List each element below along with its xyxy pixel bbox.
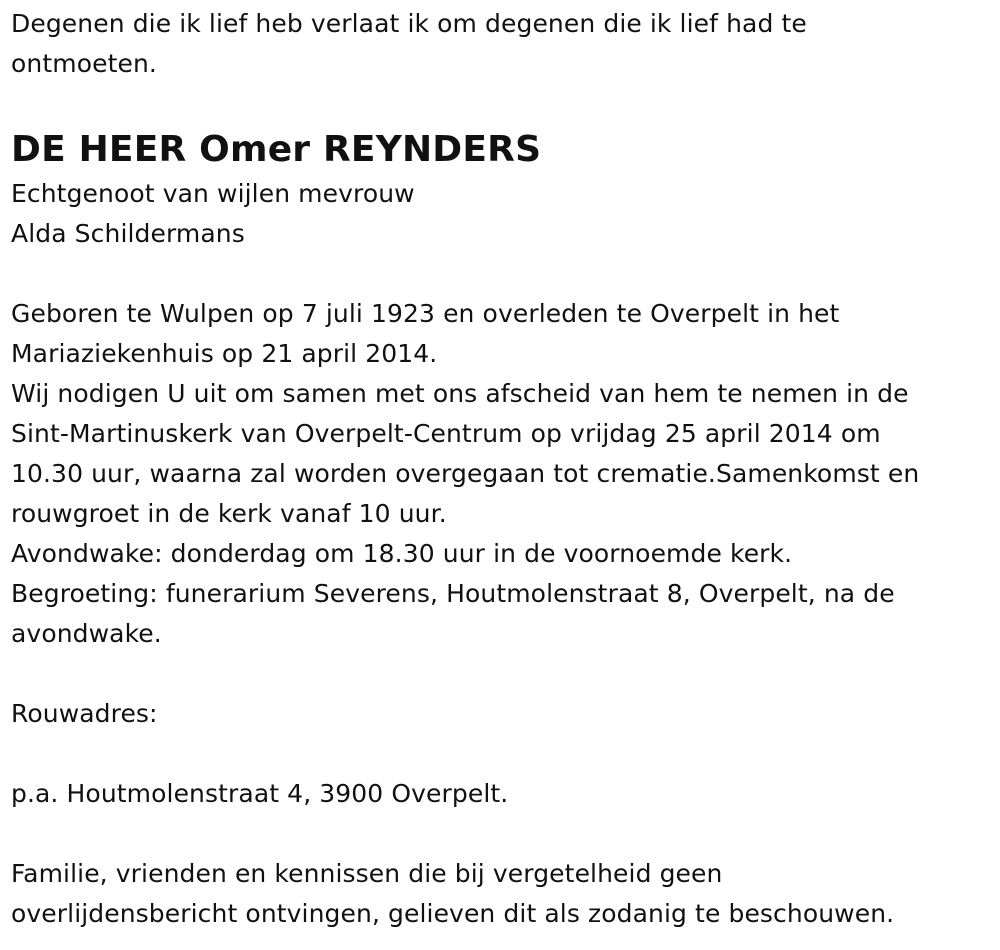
- announcement-line: Avondwake: donderdag om 18.30 uur in de voornoemde kerk.: [11, 539, 793, 568]
- quote-line-1: Degenen die ik lief heb verlaat ik om degenen die ik lief had te: [11, 9, 807, 38]
- announcement-line: 10.30 uur, waarna zal worden overgegaan tot crematie.Samenkomst en: [11, 459, 920, 488]
- spacer: [11, 654, 986, 694]
- spacer: [11, 254, 986, 294]
- announcement-line: Geboren te Wulpen op 7 juli 1923 en overleden te Overpelt in het: [11, 299, 840, 328]
- announcement-body: [11, 294, 986, 654]
- closing-line-1: Familie, vrienden en kennissen die bij vergetelheid geen: [11, 859, 723, 888]
- announcement-line: rouwgroet in de kerk vanaf 10 uur.: [11, 499, 447, 528]
- spacer: [11, 814, 986, 854]
- spouse-line-2: Alda Schildermans: [11, 219, 245, 248]
- obituary-document: [11, 4, 986, 934]
- spacer: [11, 734, 986, 774]
- address-label: Rouwadres:: [11, 699, 158, 728]
- closing-line-2: overlijdensbericht ontvingen, gelieven dit als zodanig te beschouwen.: [11, 899, 895, 928]
- announcement-line: Begroeting: funerarium Severens, Houtmolenstraat 8, Overpelt, na de: [11, 579, 895, 608]
- announcement-line: avondwake.: [11, 619, 162, 648]
- announcement-line: Wij nodigen U uit om samen met ons afscheid van hem te nemen in de: [11, 379, 909, 408]
- address-value: p.a. Houtmolenstraat 4, 3900 Overpelt.: [11, 779, 509, 808]
- spouse-line-1: Echtgenoot van wijlen mevrouw: [11, 179, 415, 208]
- quote-line-2: ontmoeten.: [11, 49, 157, 78]
- announcement-line: Sint-Martinuskerk van Overpelt-Centrum op vrijdag 25 april 2014 om: [11, 419, 881, 448]
- closing-note: [11, 854, 986, 934]
- memorial-quote: [11, 4, 986, 84]
- deceased-name: DE HEER Omer REYNDERS: [11, 129, 542, 170]
- announcement-line: Mariaziekenhuis op 21 april 2014.: [11, 339, 438, 368]
